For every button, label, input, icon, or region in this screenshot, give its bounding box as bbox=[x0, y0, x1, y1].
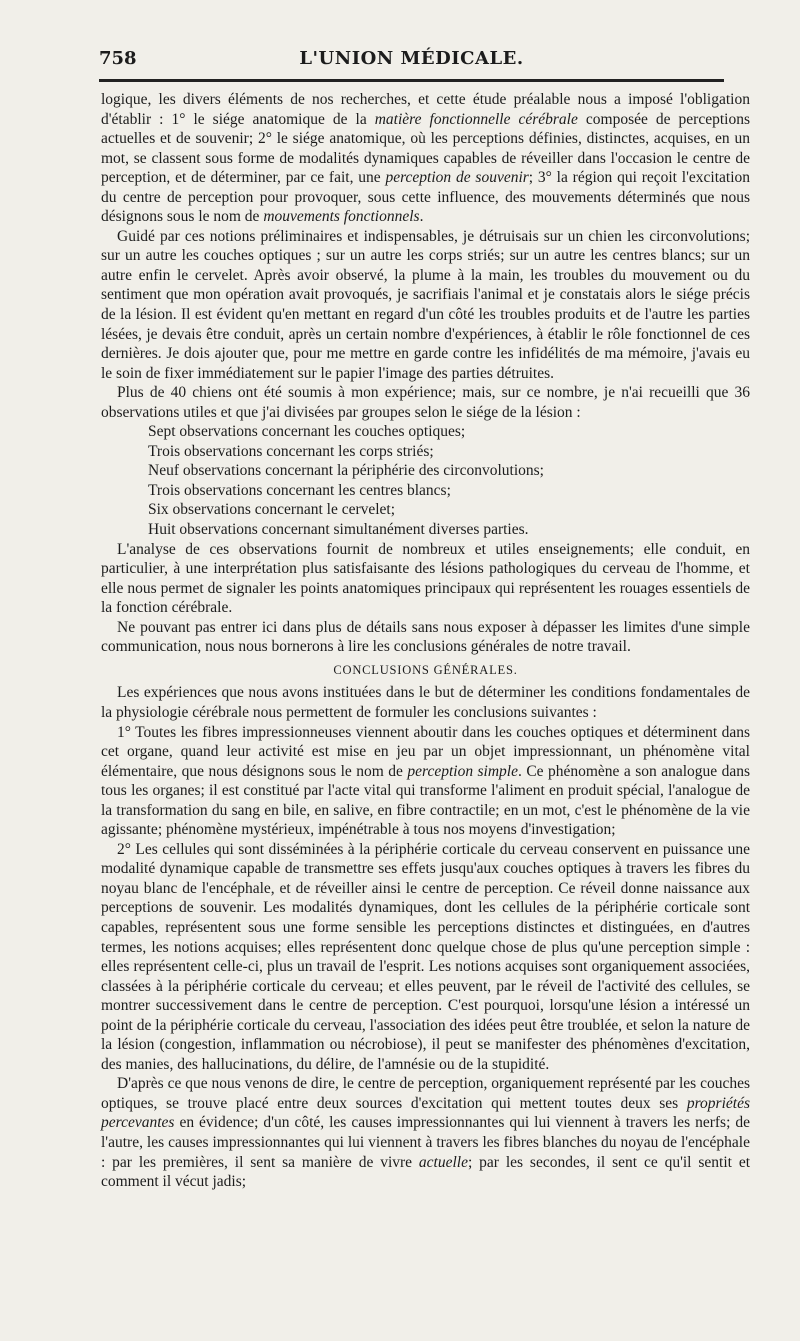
paragraph-conclusions-intro: Les expériences que nous avons instituées dans le but de déterminer les conditions fondamentales de la physiologie cérébrale nous permettent de formuler les conclusions suivantes : bbox=[101, 684, 750, 721]
list-item: Trois observations concernant les centres blancs; bbox=[148, 481, 451, 499]
list-item: Trois observations concernant les corps striés; bbox=[148, 442, 434, 460]
paragraph-perception-center: D'après ce que nous venons de dire, le centre de perception, organiquement représenté par les couches optiques, se trouve placé entre deux sources d'excitation qui mettent toutes deux ses propriétés percevantes en évidence; d'un côté, les causes impressionnantes qui lui viennent à travers les nerfs; de l'autre, les causes impressionnantes qui lui viennent à travers les fibres blanches du noyau de l'encéphale : par les premières, il sent sa manière de vivre actuelle; par les secondes, il sent ce qu'il sentit et comment il vécut jadis; bbox=[101, 1075, 751, 1191]
paragraph-conclusion-2: 2° Les cellules qui sont disséminées à la périphérie corticale du cerveau conservent en puissance une modalité dynamique capable de transmettre ses effets jusqu'aux couches optiques à travers les fibres du noyau blanc de l'encéphale, et de réveiller ainsi le centre de perception. Ce réveil donne naissance aux perceptions de souvenir. Les modalités dynamiques, dont les cellules de la périphérie corticale sont capables, représentent sous une forme sensible les perceptions distinctes et distinguées, en d'autres termes, les notions acquises; elles représentent donc quelque chose de plus qu'une perception simple : elles représentent celle-ci, plus un travail de l'esprit. Les notions acquises sont organiquement associées, classées à la périphérie corticale du cerveau; et elles peuvent, par le réveil de l'activité des cellules, se montrer successivement dans le centre de perception. C'est pourquoi, lorsqu'une lésion a intéressé un point de la périphérie corticale du cerveau, l'association des idées peut être troublée, et selon la nature de la lésion (congestion, inflammation ou nécrobiose), il peut se manifester des phénomènes d'excitation, des manies, des hallucinations, du délire, de l'amnésie ou de la stupidité. bbox=[101, 840, 750, 1073]
list-item: Sept observations concernant les couches optiques; bbox=[148, 423, 466, 441]
paragraph-dogs: Plus de 40 chiens ont été soumis à mon expérience; mais, sur ce nombre, je n'ai recueilli que 36 observations utiles et que j'ai divisées par groupes selon le siége de la lésion : bbox=[101, 384, 750, 421]
list-item: Huit observations concernant simultanément diverses parties. bbox=[148, 521, 529, 539]
section-heading: CONCLUSIONS GÉNÉRALES. bbox=[333, 662, 518, 677]
page-number: 758 bbox=[99, 48, 137, 69]
list-item: Neuf observations concernant la périphérie des circonvolutions; bbox=[148, 462, 544, 480]
observation-list bbox=[101, 422, 750, 539]
body-text bbox=[101, 90, 750, 1192]
header-rule bbox=[99, 79, 724, 82]
paragraph-method: Guidé par ces notions préliminaires et indispensables, je détruisais sur un chien les circonvolutions; sur un autre les couches optiques ; sur un autre les corps striés; sur un autre les centres blancs; sur un autre enfin le cervelet. Après avoir observé, la plume à la main, les troubles du mouvement ou du sentiment que mon opération avait provoqués, je sacrifiais l'animal et je constatais alors le siége précis de la lésion. Il est évident qu'en mettant en regard d'un côté les troubles produits et de l'autre les parties lésées, je devais être conduit, après un certain nombre d'expériences, à établir le rôle fonctionnel de ces dernières. Je dois ajouter que, pour me mettre en garde contre les infidélités de ma mémoire, j'avais eu le soin de fixer immédiatement sur le papier l'image des parties détruites. bbox=[101, 227, 750, 382]
paragraph-intro: logique, les divers éléments de nos recherches, et cette étude préalable nous a imposé l'obligation d'établir : 1° le siége anatomique de la matière fonctionnelle cérébrale composée de perceptions actuelles et de souvenir; 2° le siége anatomique, où les perceptions définies, distinctes, acquises, en un mot, se classent sous forme de modalités dynamiques capables de réveiller dans l'occasion le centre de perception, et de déterminer, par ce fait, une perception de souvenir; 3° la région qui reçoit l'excitation du centre de perception pour provoquer, sous cette influence, des mouvements déterminés que nous désignons sous le nom de mouvements fonctionnels. bbox=[101, 91, 751, 226]
journal-title: L'UNION MÉDICALE. bbox=[299, 48, 524, 69]
paragraph-conclusion-1: 1° Toutes les fibres impressionneuses viennent aboutir dans les couches optiques et déterminent dans cet organe, quand leur activité est mise en jeu par un objet impressionnant, un phénomène vital élémentaire, que nous désignons sous le nom de perception simple. Ce phénomène a son analogue dans tous les organes; il est constitué par l'acte vital qui transforme l'aliment en produit spécial, l'analogue de la transformation du sang en bile, en salive, en fibre contractile; en un mot, c'est le phénomène de la vie agissante; phénomène mystérieux, impénétrable à tous nos moyens d'investigation; bbox=[101, 723, 751, 839]
list-item: Six observations concernant le cervelet; bbox=[148, 501, 396, 519]
paragraph-analysis: L'analyse de ces observations fournit de nombreux et utiles enseignements; elle conduit, en particulier, à une interprétation plus satisfaisante des lésions pathologiques du cerveau de l'homme, et elle nous permet de signaler les points anatomiques principaux qui représentent les rouages essentiels de la fonction cérébrale. bbox=[101, 540, 750, 617]
running-head bbox=[99, 48, 724, 74]
paragraph-limits: Ne pouvant pas entrer ici dans plus de détails sans nous exposer à dépasser les limites d'une simple communication, nous nous bornerons à lire les conclusions générales de notre travail. bbox=[101, 618, 750, 656]
